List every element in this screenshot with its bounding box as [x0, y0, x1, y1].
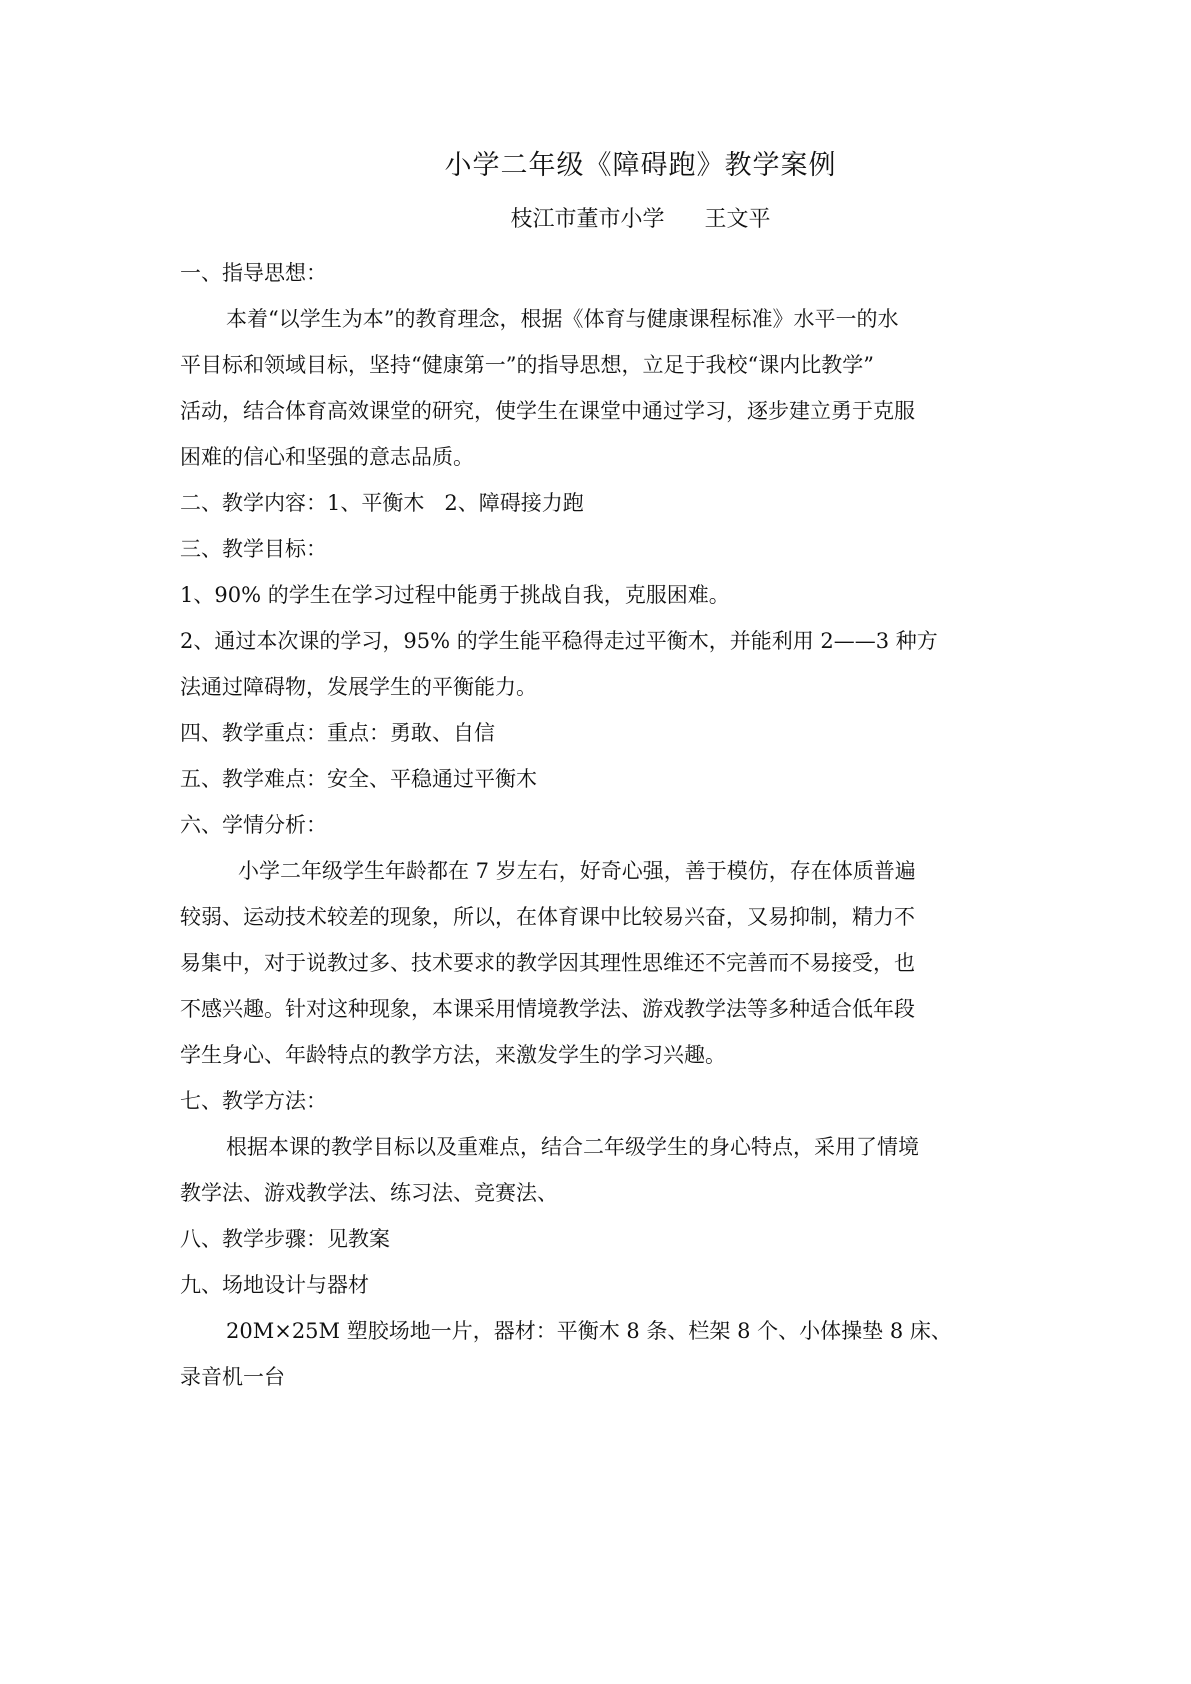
goal-item-2: 2、通过本次课的学习，95% 的学生能平稳得走过平衡木，并能利用 2——3 种方: [180, 629, 938, 653]
section-teaching-difficulty: 五、教学难点：安全、平稳通过平衡木: [180, 767, 537, 791]
document-body: [180, 250, 1018, 1400]
paragraph-line: 录音机一台: [180, 1365, 285, 1389]
paragraph-line: 教学法、游戏教学法、练习法、竞赛法、: [180, 1181, 558, 1205]
section-heading-guiding-ideology: 一、指导思想：: [180, 261, 327, 285]
author-line: [0, 205, 1191, 235]
paragraph-line: 较弱、运动技术较差的现象，所以，在体育课中比较易兴奋，又易抑制，精力不: [180, 905, 915, 929]
section-teaching-steps: 八、教学步骤：见教案: [180, 1227, 390, 1251]
paragraph-line: 活动，结合体育高效课堂的研究，使学生在课堂中通过学习，逐步建立勇于克服: [180, 399, 915, 423]
goal-item-2-continued: 法通过障碍物，发展学生的平衡能力。: [180, 675, 537, 699]
paragraph-line: 小学二年级学生年龄都在 7 岁左右，好奇心强，善于模仿，存在体质普遍: [238, 859, 916, 883]
section-heading-learner-analysis: 六、学情分析：: [180, 813, 327, 837]
document-title: 小学二年级《障碍跑》教学案例: [444, 150, 837, 181]
section-teaching-content: 二、教学内容：1、平衡木 2、障碍接力跑: [180, 491, 584, 515]
section-heading-teaching-methods: 七、教学方法：: [180, 1089, 327, 1113]
section-heading-venue-equipment: 九、场地设计与器材: [180, 1273, 369, 1297]
paragraph-line: 平目标和领域目标，坚持“健康第一”的指导思想，立足于我校“课内比教学”: [180, 353, 874, 377]
paragraph-line: 易集中，对于说教过多、技术要求的教学因其理性思维还不完善而不易接受，也: [180, 951, 915, 975]
paragraph-line: 20M×25M 塑胶场地一片，器材：平衡木 8 条、栏架 8 个、小体操垫 8 床、: [226, 1319, 952, 1343]
section-teaching-focus: 四、教学重点：重点：勇敢、自信: [180, 721, 495, 745]
author-name: 王文平: [704, 207, 771, 232]
paragraph-line: 困难的信心和坚强的意志品质。: [180, 445, 474, 469]
paragraph-line: 本着“以学生为本”的教育理念，根据《体育与健康课程标准》水平一的水: [226, 307, 899, 331]
section-heading-teaching-goals: 三、教学目标：: [180, 537, 327, 561]
paragraph-line: 学生身心、年龄特点的教学方法，来激发学生的学习兴趣。: [180, 1043, 726, 1067]
author-school: 枝江市董市小学: [510, 207, 665, 232]
goal-item-1: 1、90% 的学生在学习过程中能勇于挑战自我，克服困难。: [180, 583, 730, 607]
paragraph-line: 根据本课的教学目标以及重难点，结合二年级学生的身心特点，采用了情境: [226, 1135, 919, 1159]
paragraph-line: 不感兴趣。针对这种现象，本课采用情境教学法、游戏教学法等多种适合低年段: [180, 997, 915, 1021]
